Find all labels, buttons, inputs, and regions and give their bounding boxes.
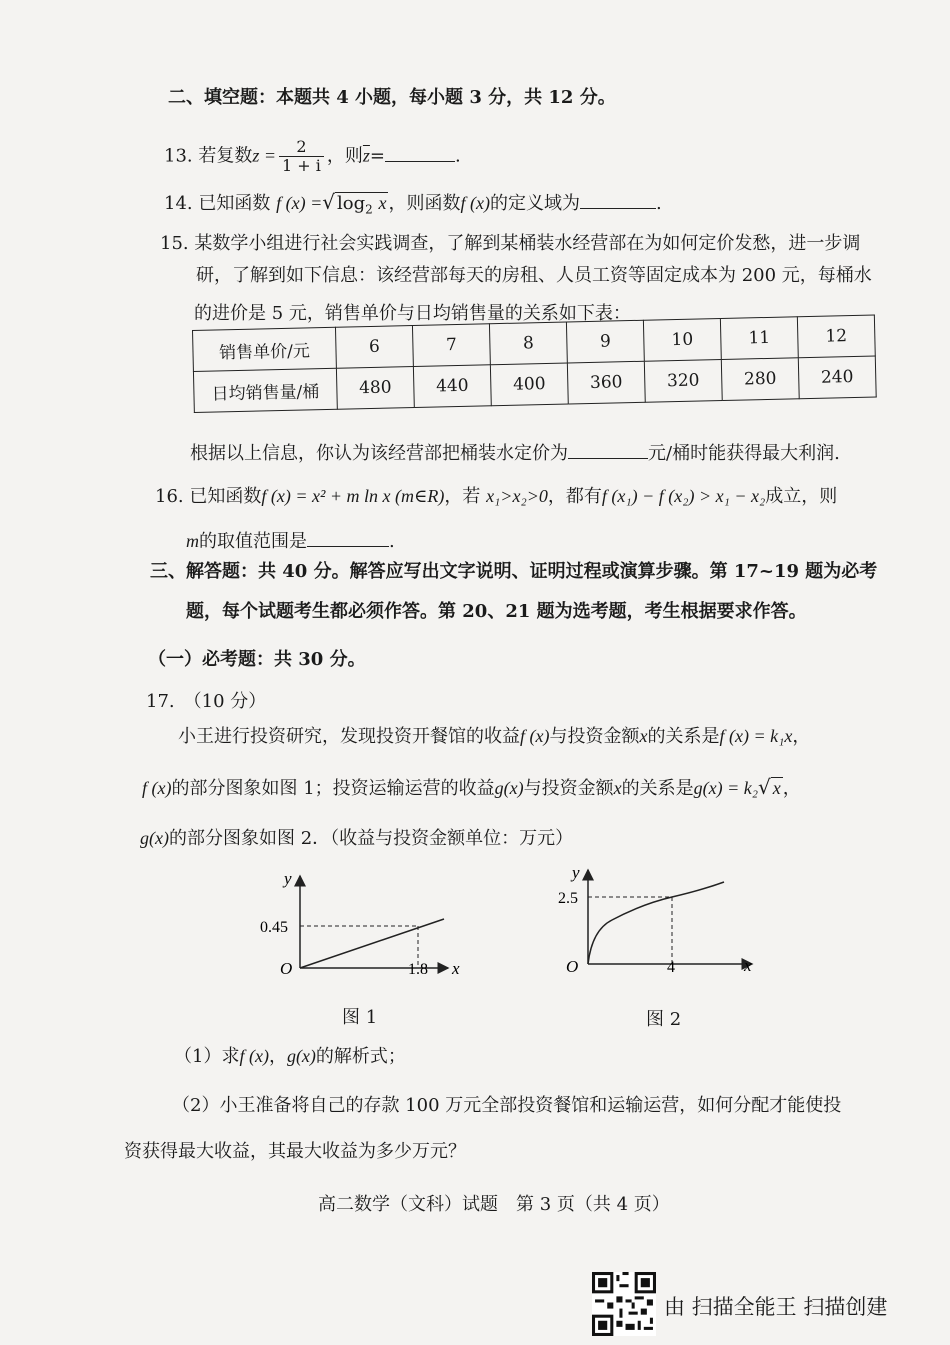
q17-sub2-line2: 资获得最大收益，其最大收益为多少万元？ — [124, 1141, 466, 1162]
q15-line3: 的进价是 5 元，销售单价与日均销售量的关系如下表： — [194, 303, 631, 324]
table-cell: 12 — [797, 315, 875, 358]
table-cell: 400 — [490, 363, 568, 406]
q16-end: . — [389, 531, 395, 552]
fig2-curve — [588, 882, 724, 964]
q17-p2a: f (x) — [142, 778, 172, 798]
figure-1-graph — [258, 866, 468, 986]
q13-answer-blank[interactable] — [385, 143, 455, 162]
section-3-sub: （一）必考题：共 30 分。 — [148, 649, 366, 670]
q17-para1 — [178, 724, 810, 749]
table-cell: 440 — [413, 365, 491, 408]
q13-end: . — [455, 145, 461, 167]
q14-pre: 已知函数 — [198, 193, 271, 214]
sqrt-icon: √ — [758, 775, 771, 799]
q14-number: 14. — [164, 193, 193, 214]
table-header-sales: 日均销售量/桶 — [193, 368, 337, 412]
q15-answer-blank[interactable] — [568, 440, 648, 459]
fig2-x-label: x — [744, 956, 752, 975]
q17-p1g: ， — [792, 726, 811, 747]
figure-2-graph — [552, 860, 767, 980]
q14-arg: x — [378, 193, 387, 213]
q17-p2i: ， — [782, 778, 801, 799]
q17-p1c: 与投资金额 — [549, 726, 640, 747]
q16-ineq: f (x₁) − f (x₂) > x₁ − x₂ — [601, 486, 766, 506]
q15-line2: 研，了解到如下信息：该经营部每天的房租、人员工资等固定成本为 200 元，每桶水 — [196, 265, 872, 286]
q17-sub1-g: g(x) — [286, 1046, 316, 1066]
q17-sub2-line1: （2）小王准备将自己的存款 100 万元全部投资餐馆和运输运营，如何分配才能使投 — [172, 1095, 842, 1116]
q16-answer-blank[interactable] — [307, 528, 389, 547]
q14-end: . — [655, 193, 662, 214]
q17-p2b: 的部分图象如图 1；投资运输运营的收益 — [171, 778, 495, 799]
table-cell: 320 — [644, 359, 722, 402]
q16-number: 16. — [155, 486, 184, 507]
q17-p3a: g(x) — [140, 828, 169, 848]
q17-p2e: x — [613, 778, 622, 798]
q16-var-m: m — [186, 531, 199, 551]
q16-expr: f (x) = x² + m ln x (m∈R) — [261, 486, 445, 506]
q13-number: 13. — [164, 145, 193, 167]
sqrt-icon: √ — [322, 190, 335, 214]
table-cell: 10 — [643, 319, 721, 362]
q13-var: z = — [252, 145, 277, 166]
table-cell: 280 — [721, 358, 799, 401]
q17-p2f: 的关系是 — [621, 778, 694, 799]
q16-post: 成立，则 — [765, 486, 838, 507]
table-cell: 9 — [566, 320, 644, 363]
fig1-x-tick: 1.8 — [408, 961, 428, 978]
q17-para3 — [140, 826, 573, 851]
question-13 — [164, 138, 461, 175]
q17-sub1-sep: ， — [268, 1046, 287, 1067]
q16-pre: 已知函数 — [189, 486, 262, 507]
q14-post2: 的定义域为 — [489, 193, 580, 214]
q14-radicand — [335, 192, 389, 217]
table-cell: 11 — [720, 317, 798, 360]
q14-log: log — [336, 193, 366, 214]
q16-line2 — [186, 528, 395, 554]
q16-mid: ，若 — [444, 486, 481, 507]
q16-line2-text: 的取值范围是 — [199, 531, 307, 552]
q14-fx: f (x) = — [276, 193, 323, 213]
fig1-x-label: x — [452, 959, 460, 978]
q15-text-line1: 某数学小组进行社会实践调查，了解到某桶装水经营部在为如何定价发愁，进一步调 — [194, 233, 861, 254]
section-3-heading-line1: 三、解答题：共 40 分。解答应写出文字说明、证明过程或演算步骤。第 17~19 题为必考 — [150, 561, 878, 582]
scanner-watermark: 由 扫描全能王 扫描创建 — [664, 1295, 888, 1319]
table-cell: 240 — [798, 356, 876, 399]
q17-header — [146, 690, 266, 714]
fig2-y-label: y — [572, 863, 580, 882]
table-cell: 7 — [412, 324, 490, 367]
q17-p1f: f (x) = k₁x — [719, 726, 793, 746]
q17-p3b: 的部分图象如图 2．（收益与投资金额单位：万元） — [168, 828, 574, 849]
question-14 — [164, 190, 662, 222]
q17-p1b: f (x) — [520, 726, 550, 746]
q17-number: 17. — [146, 691, 175, 712]
q17-sub1-f: f (x) — [239, 1046, 269, 1066]
table-cell: 6 — [335, 325, 413, 368]
q16-cond: x₁>x₂>0 — [486, 486, 548, 506]
table-cell: 8 — [489, 322, 567, 365]
q17-sub1-post: 的解析式； — [315, 1046, 406, 1067]
q13-frac-num: 2 — [279, 138, 324, 157]
q17-p2c: g(x) — [494, 778, 524, 798]
figure-1-caption: 图 1 — [342, 1007, 378, 1028]
q17-p1e: 的关系是 — [647, 726, 720, 747]
q17-sub1 — [174, 1044, 406, 1069]
q15-question-post: 元/桶时能获得最大利润. — [648, 443, 840, 464]
q13-post: ，则 — [326, 145, 363, 167]
q13-frac-den: 1 + i — [282, 156, 321, 175]
q13-pre: 若复数 — [198, 145, 253, 167]
section-2-heading: 二、填空题：本题共 4 小题，每小题 3 分，共 12 分。 — [168, 87, 616, 108]
figure-2-caption: 图 2 — [646, 1009, 682, 1030]
q17-p2h: x — [772, 778, 781, 798]
q17-p1d: x — [639, 726, 648, 746]
question-16 — [155, 484, 837, 509]
fig2-origin: O — [566, 957, 579, 976]
q17-p1a: 小王进行投资研究，发现投资开餐馆的收益 — [178, 726, 520, 747]
fig2-y-tick: 2.5 — [558, 890, 578, 907]
q17-sub1-pre: （1）求 — [174, 1046, 240, 1067]
qr-code-icon — [592, 1272, 656, 1336]
q14-post: ，则函数 — [388, 193, 461, 214]
q17-score: （10 分） — [192, 691, 267, 712]
fig1-origin: O — [280, 959, 293, 978]
q17-p2d: 与投资金额 — [523, 778, 614, 799]
q13-eq: = — [369, 145, 386, 167]
q16-mid2: ，都有 — [547, 486, 602, 507]
q14-fx2: f (x) — [460, 193, 490, 213]
fig1-y-label: y — [284, 869, 292, 888]
q15-number: 15. — [160, 233, 189, 254]
fig1-y-tick: 0.45 — [260, 919, 288, 936]
table-cell: 480 — [336, 366, 414, 409]
q13-z-bar: $\overline{z}$ — [362, 145, 370, 166]
q15-question-pre: 根据以上信息，你认为该经营部把桶装水定价为 — [190, 443, 568, 464]
q14-answer-blank[interactable] — [580, 190, 656, 209]
table-header-price: 销售单价/元 — [193, 327, 337, 371]
q15-line1 — [160, 232, 860, 256]
q15-question — [190, 440, 840, 466]
q13-fraction — [279, 138, 324, 175]
fig2-x-tick: 4 — [667, 959, 675, 976]
section-3-heading-line2: 题，每个试题考生都必须作答。第 20、21 题为选考题，考生根据要求作答。 — [186, 601, 807, 622]
price-sales-table — [192, 315, 877, 413]
q17-para2 — [142, 775, 801, 801]
q14-log-base: 2 — [365, 202, 373, 217]
q17-p2g: g(x) = k₂ — [693, 778, 759, 798]
table-cell: 360 — [567, 361, 645, 404]
page-footer: 高二数学（文科）试题 第 3 页（共 4 页） — [318, 1194, 670, 1215]
